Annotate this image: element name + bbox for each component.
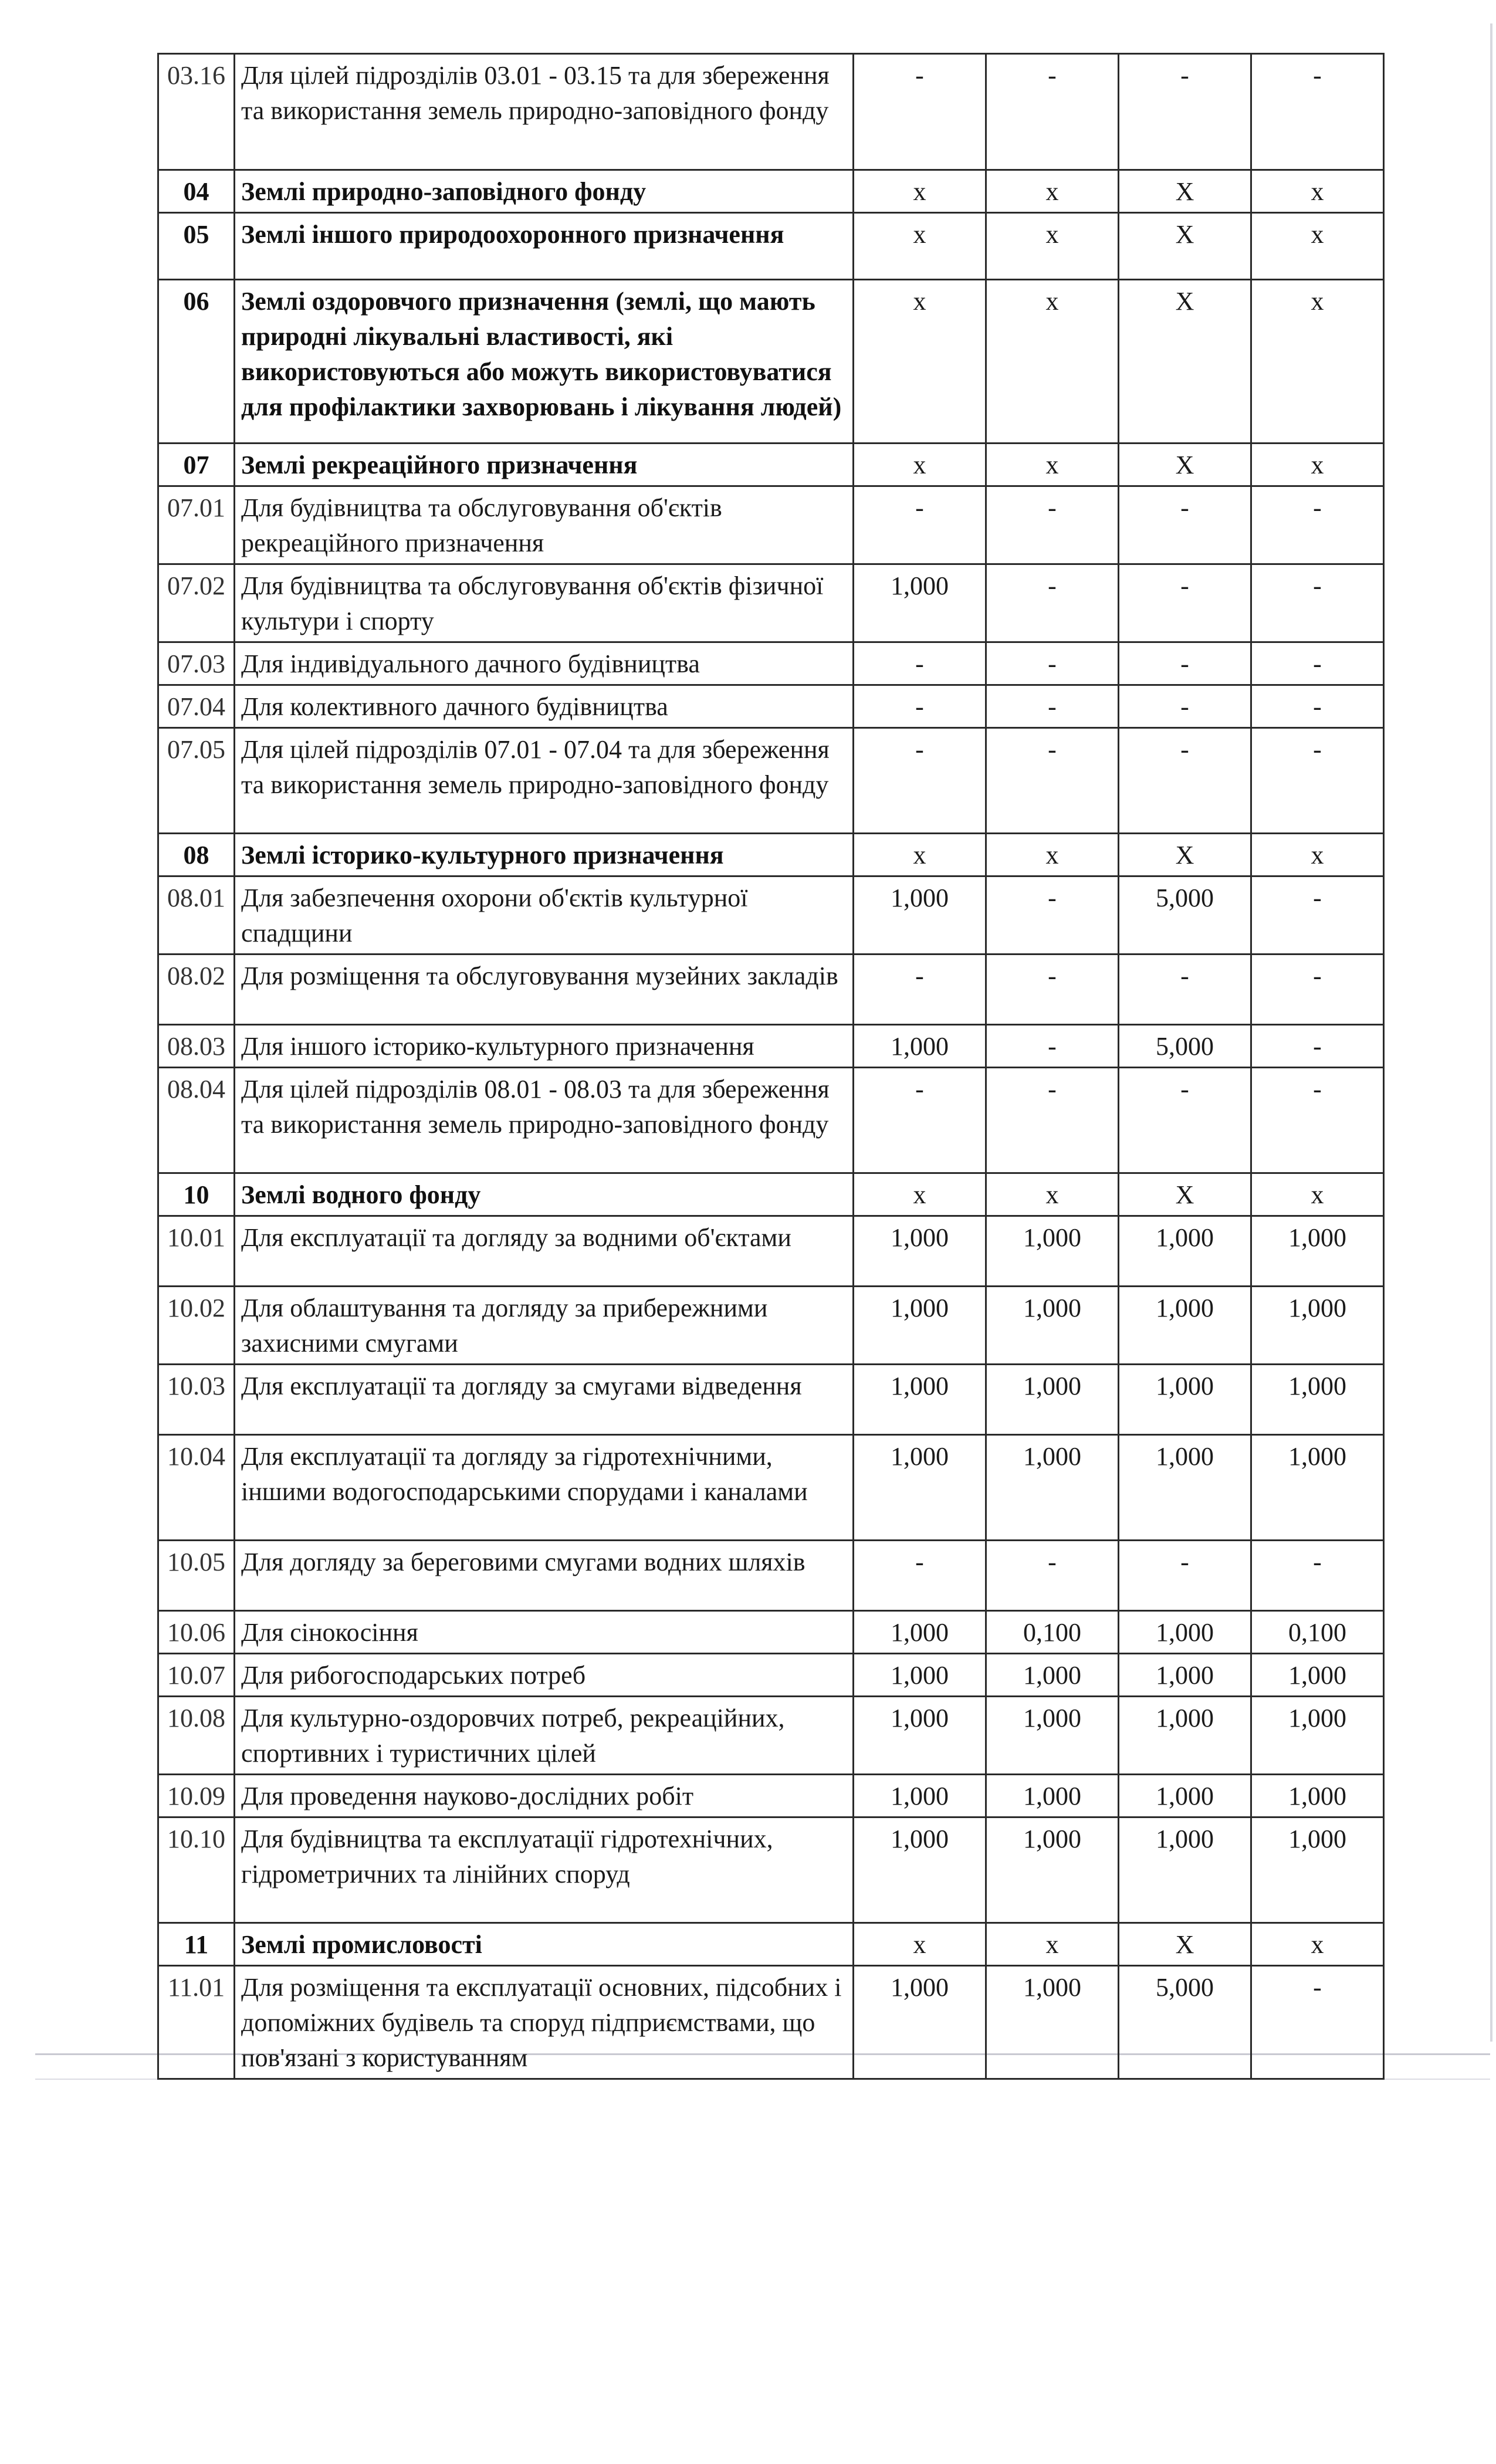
table-row bbox=[158, 876, 1384, 955]
row-code: 08.01 bbox=[158, 876, 235, 955]
row-code: 10.08 bbox=[158, 1697, 235, 1775]
row-value-1: 1,000 bbox=[854, 1025, 986, 1068]
row-value-3: 1,000 bbox=[1119, 1287, 1251, 1365]
row-value-1: - bbox=[854, 955, 986, 1025]
land-rates-table bbox=[157, 53, 1385, 2080]
row-description bbox=[235, 486, 854, 564]
row-value-4: 1,000 bbox=[1251, 1216, 1384, 1287]
row-value-3: 1,000 bbox=[1119, 1697, 1251, 1775]
row-value-4: - bbox=[1251, 728, 1384, 834]
table-row bbox=[158, 1654, 1384, 1697]
row-value-3: 5,000 bbox=[1119, 1025, 1251, 1068]
row-value-2: х bbox=[986, 834, 1119, 876]
category-row bbox=[158, 834, 1384, 876]
land-rates-table-body bbox=[158, 54, 1384, 2079]
row-description-text: Для культурно-оздоровчих потреб, рекреаційних, спортивних і туристичних цілей bbox=[241, 1704, 785, 1768]
table-row bbox=[158, 685, 1384, 728]
row-value-3: - bbox=[1119, 685, 1251, 728]
row-value-2: 1,000 bbox=[986, 1287, 1119, 1365]
row-code: 06 bbox=[158, 280, 235, 444]
row-code: 05 bbox=[158, 213, 235, 280]
row-value-1: х bbox=[854, 280, 986, 444]
row-value-4: - bbox=[1251, 876, 1384, 955]
row-value-2: - bbox=[986, 1068, 1119, 1173]
row-value-4: - bbox=[1251, 685, 1384, 728]
table-row bbox=[158, 1025, 1384, 1068]
row-description bbox=[235, 1817, 854, 1923]
table-row bbox=[158, 1775, 1384, 1817]
row-value-2: 1,000 bbox=[986, 1216, 1119, 1287]
row-value-4: - bbox=[1251, 54, 1384, 170]
row-value-2: - bbox=[986, 955, 1119, 1025]
row-value-4: х bbox=[1251, 170, 1384, 213]
row-code: 07.02 bbox=[158, 564, 235, 642]
row-value-1: 1,000 bbox=[854, 1654, 986, 1697]
row-description bbox=[235, 1654, 854, 1697]
row-description-text: Для будівництва та обслуговування об'єктів фізичної культури і спорту bbox=[241, 571, 824, 635]
row-description bbox=[235, 1541, 854, 1611]
row-value-1: - bbox=[854, 486, 986, 564]
table-row bbox=[158, 54, 1384, 170]
row-value-4: - bbox=[1251, 1025, 1384, 1068]
row-code: 10.03 bbox=[158, 1365, 235, 1435]
row-value-3: 5,000 bbox=[1119, 876, 1251, 955]
row-value-3: 1,000 bbox=[1119, 1654, 1251, 1697]
row-description-text: Для цілей підрозділів 03.01 - 03.15 та для збереження та використання земель природно-заповідного фонду bbox=[241, 61, 830, 125]
row-value-4: 1,000 bbox=[1251, 1697, 1384, 1775]
row-description bbox=[235, 444, 854, 486]
row-description-text: Для цілей підрозділів 08.01 - 08.03 та для збереження та використання земель природно-заповідного фонду bbox=[241, 1075, 830, 1139]
row-code: 11 bbox=[158, 1923, 235, 1966]
row-description-text: Для будівництва та експлуатації гідротехнічних, гідрометричних та лінійних споруд bbox=[241, 1825, 773, 1888]
row-description-text: Для експлуатації та догляду за смугами відведення bbox=[241, 1372, 802, 1400]
row-description bbox=[235, 876, 854, 955]
category-row bbox=[158, 280, 1384, 444]
row-description-text: Для проведення науково-дослідних робіт bbox=[241, 1782, 694, 1810]
row-code: 08.04 bbox=[158, 1068, 235, 1173]
row-value-1: х bbox=[854, 444, 986, 486]
row-code: 08.03 bbox=[158, 1025, 235, 1068]
row-value-3: Х bbox=[1119, 834, 1251, 876]
category-row bbox=[158, 444, 1384, 486]
row-description bbox=[235, 955, 854, 1025]
row-value-4: - bbox=[1251, 1966, 1384, 2079]
row-value-2: 1,000 bbox=[986, 1817, 1119, 1923]
row-value-3: Х bbox=[1119, 444, 1251, 486]
row-value-1: х bbox=[854, 213, 986, 280]
row-value-2: - bbox=[986, 1541, 1119, 1611]
table-row bbox=[158, 1216, 1384, 1287]
row-description-text: Для колективного дачного будівництва bbox=[241, 692, 668, 721]
row-description-text: Для експлуатації та догляду за гідротехнічними, іншими водогосподарськими спорудами і каналами bbox=[241, 1442, 808, 1506]
row-value-1: х bbox=[854, 1173, 986, 1216]
row-value-3: - bbox=[1119, 564, 1251, 642]
row-value-1: 1,000 bbox=[854, 1775, 986, 1817]
row-value-2: х bbox=[986, 170, 1119, 213]
row-value-3: Х bbox=[1119, 170, 1251, 213]
category-row bbox=[158, 1173, 1384, 1216]
row-value-4: 1,000 bbox=[1251, 1365, 1384, 1435]
category-row bbox=[158, 1923, 1384, 1966]
row-value-1: 1,000 bbox=[854, 1817, 986, 1923]
row-description bbox=[235, 1435, 854, 1541]
row-description-bold: Землі рекреаційного призначення bbox=[241, 451, 638, 479]
row-description-text: Для розміщення та обслуговування музейних закладів bbox=[241, 962, 838, 990]
row-description-bold: Землі промисловості bbox=[241, 1930, 482, 1959]
row-value-4: х bbox=[1251, 280, 1384, 444]
row-value-4: 1,000 bbox=[1251, 1775, 1384, 1817]
row-value-1: 1,000 bbox=[854, 1287, 986, 1365]
row-description bbox=[235, 728, 854, 834]
table-row bbox=[158, 1435, 1384, 1541]
row-value-3: 1,000 bbox=[1119, 1435, 1251, 1541]
row-description bbox=[235, 1216, 854, 1287]
row-value-4: - bbox=[1251, 486, 1384, 564]
table-row bbox=[158, 1541, 1384, 1611]
row-value-2: х bbox=[986, 213, 1119, 280]
row-value-3: 1,000 bbox=[1119, 1817, 1251, 1923]
row-description bbox=[235, 642, 854, 685]
row-code: 11.01 bbox=[158, 1966, 235, 2079]
row-value-4: х bbox=[1251, 444, 1384, 486]
row-value-2: - bbox=[986, 728, 1119, 834]
row-code: 10.01 bbox=[158, 1216, 235, 1287]
row-value-1: 1,000 bbox=[854, 876, 986, 955]
row-code: 07.04 bbox=[158, 685, 235, 728]
row-code: 07.05 bbox=[158, 728, 235, 834]
row-description bbox=[235, 1923, 854, 1966]
row-value-3: - bbox=[1119, 1541, 1251, 1611]
row-description bbox=[235, 1697, 854, 1775]
row-description bbox=[235, 1365, 854, 1435]
row-value-3: 1,000 bbox=[1119, 1365, 1251, 1435]
row-value-2: 1,000 bbox=[986, 1654, 1119, 1697]
row-value-3: 1,000 bbox=[1119, 1775, 1251, 1817]
row-value-2: 1,000 bbox=[986, 1966, 1119, 2079]
row-description bbox=[235, 170, 854, 213]
row-description-text: Для облаштування та догляду за прибережними захисними смугами bbox=[241, 1294, 768, 1358]
row-value-2: 1,000 bbox=[986, 1775, 1119, 1817]
row-description bbox=[235, 564, 854, 642]
row-value-4: х bbox=[1251, 834, 1384, 876]
row-value-2: - bbox=[986, 1025, 1119, 1068]
row-description-text: Для індивідуального дачного будівництва bbox=[241, 649, 700, 678]
row-description bbox=[235, 1287, 854, 1365]
row-value-1: 1,000 bbox=[854, 1365, 986, 1435]
row-value-1: - bbox=[854, 54, 986, 170]
row-value-4: х bbox=[1251, 1173, 1384, 1216]
table-row bbox=[158, 1068, 1384, 1173]
row-value-4: - bbox=[1251, 642, 1384, 685]
row-value-3: - bbox=[1119, 486, 1251, 564]
row-description bbox=[235, 1025, 854, 1068]
row-value-3: - bbox=[1119, 54, 1251, 170]
row-value-3: Х bbox=[1119, 1173, 1251, 1216]
row-description-bold: Землі оздоровчого призначення bbox=[241, 287, 610, 316]
table-row bbox=[158, 728, 1384, 834]
row-value-1: 1,000 bbox=[854, 1435, 986, 1541]
row-code: 08 bbox=[158, 834, 235, 876]
row-value-1: - bbox=[854, 642, 986, 685]
row-code: 07.03 bbox=[158, 642, 235, 685]
row-value-3: - bbox=[1119, 1068, 1251, 1173]
row-value-4: 0,100 bbox=[1251, 1611, 1384, 1654]
row-value-1: 1,000 bbox=[854, 564, 986, 642]
row-value-2: х bbox=[986, 1173, 1119, 1216]
row-description-text: Для догляду за береговими смугами водних шляхів bbox=[241, 1548, 805, 1576]
row-value-4: - bbox=[1251, 1068, 1384, 1173]
row-description-bold: Землі іншого природоохоронного призначення bbox=[241, 220, 784, 249]
row-code: 10.02 bbox=[158, 1287, 235, 1365]
row-value-4: 1,000 bbox=[1251, 1435, 1384, 1541]
row-description bbox=[235, 834, 854, 876]
table-row bbox=[158, 564, 1384, 642]
row-value-1: 1,000 bbox=[854, 1216, 986, 1287]
row-value-3: Х bbox=[1119, 1923, 1251, 1966]
table-row bbox=[158, 1966, 1384, 2079]
row-code: 04 bbox=[158, 170, 235, 213]
row-description-text: (землі, що мають природні лікувальні властивості, які використовуються або можуть використовуватися для профілактики захворювань і лікування людей) bbox=[241, 287, 842, 421]
row-value-1: 1,000 bbox=[854, 1966, 986, 2079]
row-description-text: Для цілей підрозділів 07.01 - 07.04 та для збереження та використання земель природно-заповідного фонду bbox=[241, 735, 830, 799]
row-value-1: х bbox=[854, 1923, 986, 1966]
row-value-1: - bbox=[854, 1541, 986, 1611]
row-value-2: - bbox=[986, 642, 1119, 685]
row-value-4: 1,000 bbox=[1251, 1654, 1384, 1697]
row-description bbox=[235, 1173, 854, 1216]
row-value-3: Х bbox=[1119, 213, 1251, 280]
row-code: 10 bbox=[158, 1173, 235, 1216]
row-value-2: х bbox=[986, 444, 1119, 486]
category-row bbox=[158, 170, 1384, 213]
row-value-3: - bbox=[1119, 955, 1251, 1025]
row-code: 10.05 bbox=[158, 1541, 235, 1611]
row-value-1: - bbox=[854, 685, 986, 728]
row-value-2: 0,100 bbox=[986, 1611, 1119, 1654]
row-description bbox=[235, 280, 854, 444]
row-value-2: 1,000 bbox=[986, 1435, 1119, 1541]
row-code: 10.06 bbox=[158, 1611, 235, 1654]
row-value-3: Х bbox=[1119, 280, 1251, 444]
row-value-1: х bbox=[854, 834, 986, 876]
row-description-text: Для розміщення та експлуатації основних, підсобних і допоміжних будівель та споруд підприємствами, що пов'язані з користуванням bbox=[241, 1973, 842, 2072]
table-row bbox=[158, 955, 1384, 1025]
row-description-text: Для сінокосіння bbox=[241, 1618, 418, 1647]
row-value-1: х bbox=[854, 170, 986, 213]
row-value-2: - bbox=[986, 486, 1119, 564]
scan-page-edge bbox=[1490, 23, 1492, 2042]
table-row bbox=[158, 642, 1384, 685]
row-value-2: х bbox=[986, 1923, 1119, 1966]
row-description bbox=[235, 213, 854, 280]
row-description bbox=[235, 54, 854, 170]
row-value-2: - bbox=[986, 564, 1119, 642]
row-description bbox=[235, 1068, 854, 1173]
row-value-2: 1,000 bbox=[986, 1365, 1119, 1435]
row-description-text: Для будівництва та обслуговування об'єктів рекреаційного призначення bbox=[241, 493, 722, 557]
row-value-4: - bbox=[1251, 564, 1384, 642]
row-description bbox=[235, 1611, 854, 1654]
row-value-4: х bbox=[1251, 213, 1384, 280]
row-value-4: 1,000 bbox=[1251, 1287, 1384, 1365]
row-value-2: - bbox=[986, 685, 1119, 728]
row-description-bold: Землі водного фонду bbox=[241, 1180, 481, 1209]
row-value-1: 1,000 bbox=[854, 1697, 986, 1775]
row-value-4: х bbox=[1251, 1923, 1384, 1966]
row-description-bold: Землі природно-заповідного фонду bbox=[241, 177, 647, 206]
row-code: 10.04 bbox=[158, 1435, 235, 1541]
table-row bbox=[158, 1697, 1384, 1775]
row-value-2: х bbox=[986, 280, 1119, 444]
row-value-1: - bbox=[854, 1068, 986, 1173]
row-value-1: - bbox=[854, 728, 986, 834]
row-code: 10.07 bbox=[158, 1654, 235, 1697]
table-row bbox=[158, 1817, 1384, 1923]
row-value-3: - bbox=[1119, 642, 1251, 685]
table-row bbox=[158, 486, 1384, 564]
row-value-2: 1,000 bbox=[986, 1697, 1119, 1775]
row-value-1: 1,000 bbox=[854, 1611, 986, 1654]
row-code: 07 bbox=[158, 444, 235, 486]
row-description bbox=[235, 1966, 854, 2079]
category-row bbox=[158, 213, 1384, 280]
row-description-text: Для експлуатації та догляду за водними об'єктами bbox=[241, 1223, 791, 1252]
row-value-4: 1,000 bbox=[1251, 1817, 1384, 1923]
row-value-4: - bbox=[1251, 1541, 1384, 1611]
row-description bbox=[235, 685, 854, 728]
row-value-3: - bbox=[1119, 728, 1251, 834]
row-code: 08.02 bbox=[158, 955, 235, 1025]
row-description bbox=[235, 1775, 854, 1817]
row-description-text: Для рибогосподарських потреб bbox=[241, 1661, 586, 1690]
row-value-3: 1,000 bbox=[1119, 1216, 1251, 1287]
row-value-3: 5,000 bbox=[1119, 1966, 1251, 2079]
row-value-4: - bbox=[1251, 955, 1384, 1025]
row-description-text: Для забезпечення охорони об'єктів культурної спадщини bbox=[241, 884, 748, 947]
row-value-2: - bbox=[986, 54, 1119, 170]
table-row bbox=[158, 1365, 1384, 1435]
row-code: 10.09 bbox=[158, 1775, 235, 1817]
row-code: 07.01 bbox=[158, 486, 235, 564]
row-value-2: - bbox=[986, 876, 1119, 955]
table-row bbox=[158, 1611, 1384, 1654]
row-code: 03.16 bbox=[158, 54, 235, 170]
table-row bbox=[158, 1287, 1384, 1365]
row-value-3: 1,000 bbox=[1119, 1611, 1251, 1654]
row-description-text: Для іншого історико-культурного призначення bbox=[241, 1032, 754, 1061]
row-description-bold: Землі історико-культурного призначення bbox=[241, 841, 724, 869]
row-code: 10.10 bbox=[158, 1817, 235, 1923]
